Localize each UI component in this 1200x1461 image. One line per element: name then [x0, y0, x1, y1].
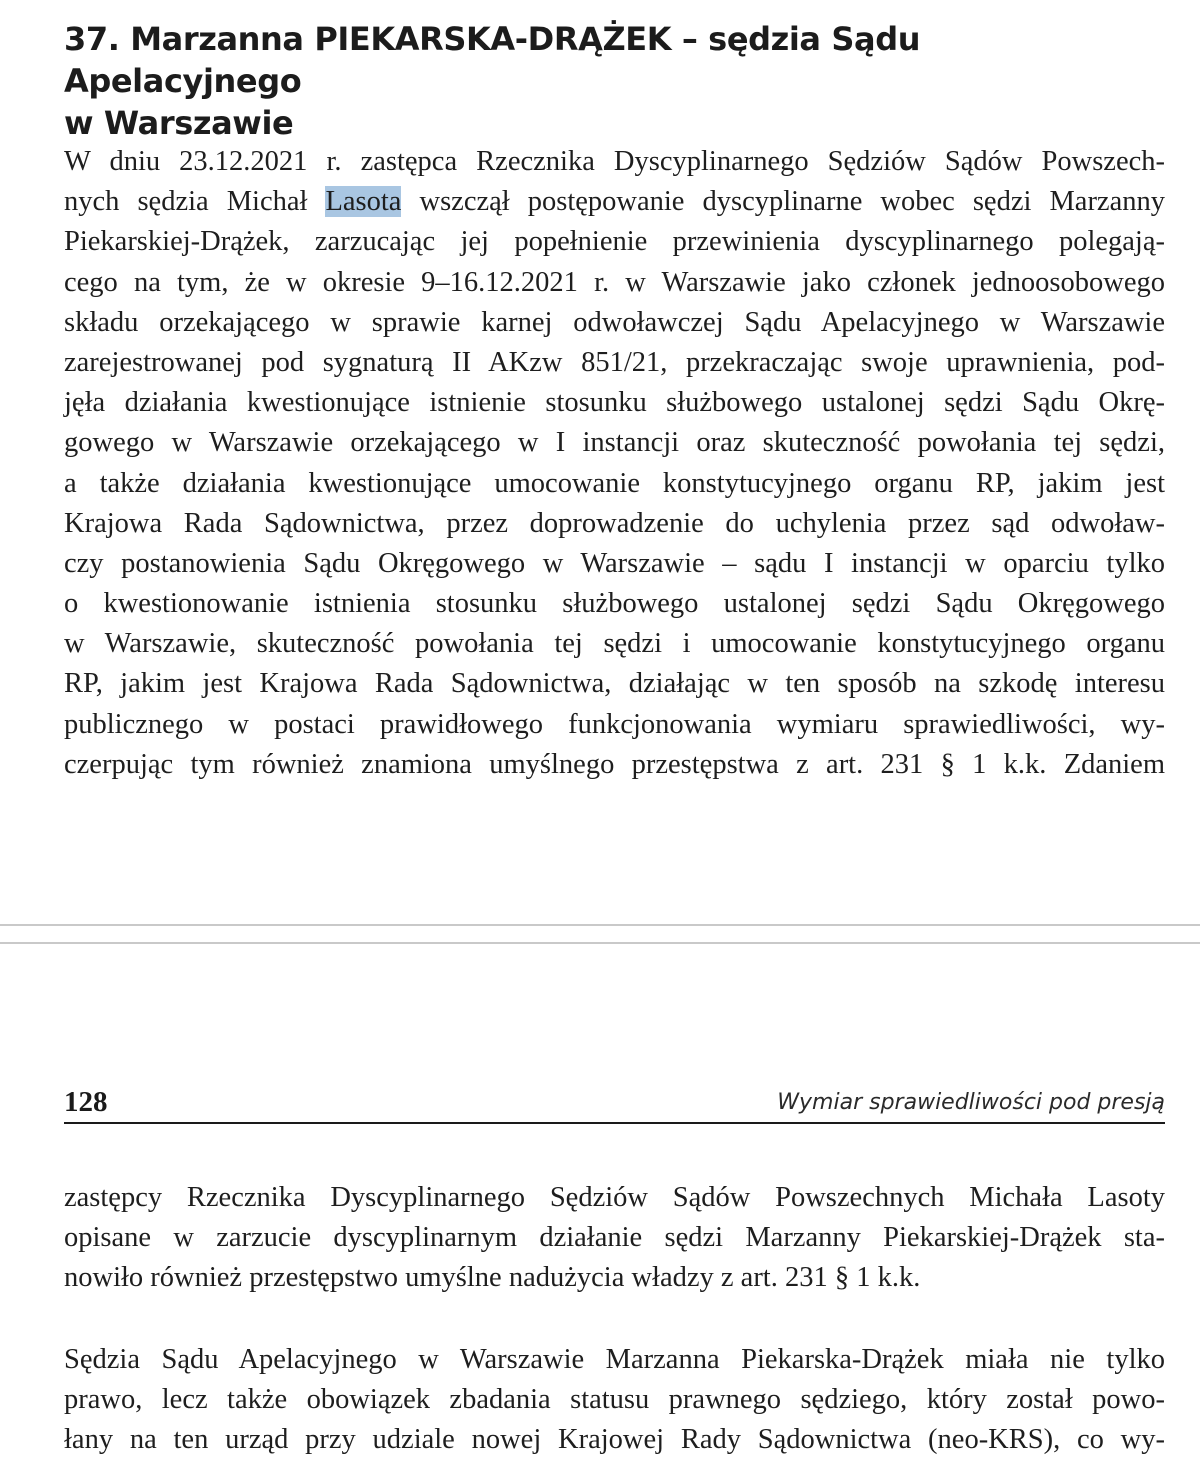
selected-text-highlight[interactable]: Lasota: [325, 186, 402, 218]
text-line: prawo, lecz także obowiązek zbadania statusu prawnego sędziego, który został powo-: [64, 1384, 1165, 1416]
text-fragment: nych sędzia Michał: [64, 186, 326, 218]
text-line: nowiło również przestępstwo umyślne nadużycia władzy z art. 231 § 1 k.k.: [64, 1262, 921, 1294]
section-heading: [64, 18, 1164, 144]
text-line: Krajowa Rada Sądownictwa, przez doprowadzenie do uchylenia przez sąd odwoław-: [64, 507, 1165, 539]
text-line: o kwestionowanie istnienia stosunku służbowego ustalonej sędzi Sądu Okręgowego: [64, 588, 1165, 620]
page-number: 128: [64, 1086, 108, 1118]
text-fragment: wszczął postępowanie dyscyplinarne wobec sędzi Marzanny: [401, 186, 1165, 218]
text-line: jęła działania kwestionujące istnienie stosunku służbowego ustalonej sędzi Sądu Okrę-: [64, 387, 1165, 419]
running-header: [64, 1082, 1165, 1124]
text-line: zastępcy Rzecznika Dyscyplinarnego Sędziów Sądów Powszechnych Michała Lasoty: [64, 1182, 1165, 1213]
text-line: opisane w zarzucie dyscyplinarnym działanie sędzi Marzanny Piekarskiej-Drążek sta-: [64, 1222, 1165, 1254]
text-line: Sędzia Sądu Apelacyjnego w Warszawie Marzanna Piekarska-Drążek miała nie tylko: [64, 1344, 1165, 1375]
page-break-separator: [0, 924, 1200, 944]
text-line: publicznego w postaci prawidłowego funkcjonowania wymiaru sprawiedliwości, wy-: [64, 708, 1165, 740]
paragraph-2: [64, 1178, 1165, 1299]
paragraph-1: [64, 142, 1165, 785]
text-line: składu orzekającego w sprawie karnej odwoławczej Sądu Apelacyjnego w Warszawie: [64, 306, 1165, 338]
text-line: RP, jakim jest Krajowa Rada Sądownictwa, działając w ten sposób na szkodę interesu: [64, 668, 1165, 700]
text-line: Piekarskiej-Drążek, zarzucając jej popełnienie przewinienia dyscyplinarnego polegają-: [64, 226, 1165, 258]
section-heading-line1: 37. Marzanna PIEKARSKA-DRĄŻEK – sędzia Sądu Apelacyjnego: [64, 20, 921, 100]
text-line: a także działania kwestionujące umocowanie konstytucyjnego organu RP, jakim jest: [64, 467, 1165, 499]
text-line: zarejestrowanej pod sygnaturą II AKzw 851/21, przekraczając swoje uprawnienia, pod-: [64, 346, 1165, 378]
text-line: gowego w Warszawie orzekającego w I instancji oraz skuteczność powołania tej sędzi,: [64, 427, 1165, 459]
text-line: łany na ten urząd przy udziale nowej Krajowej Rady Sądownictwa (neo-KRS), co wy-: [64, 1424, 1165, 1456]
text-line-with-selection: [64, 182, 1165, 222]
text-line: cego na tym, że w okresie 9–16.12.2021 r. w Warszawie jako członek jednoosobowego: [64, 266, 1165, 298]
text-line: czerpując tym również znamiona umyślnego przestępstwa z art. 231 § 1 k.k. Zdaniem: [64, 748, 1165, 780]
text-line: czy postanowienia Sądu Okręgowego w Warszawie – sądu I instancji w oparciu tylko: [64, 547, 1165, 579]
paragraph-3: [64, 1340, 1165, 1461]
section-heading-line2: w Warszawie: [64, 104, 294, 142]
text-line: W dniu 23.12.2021 r. zastępca Rzecznika Dyscyplinarnego Sędziów Sądów Powszech-: [64, 146, 1165, 177]
text-line: w Warszawie, skuteczność powołania tej sędzi i umocowanie konstytucyjnego organu: [64, 628, 1165, 660]
running-title: Wymiar sprawiedliwości pod presją: [777, 1090, 1165, 1115]
